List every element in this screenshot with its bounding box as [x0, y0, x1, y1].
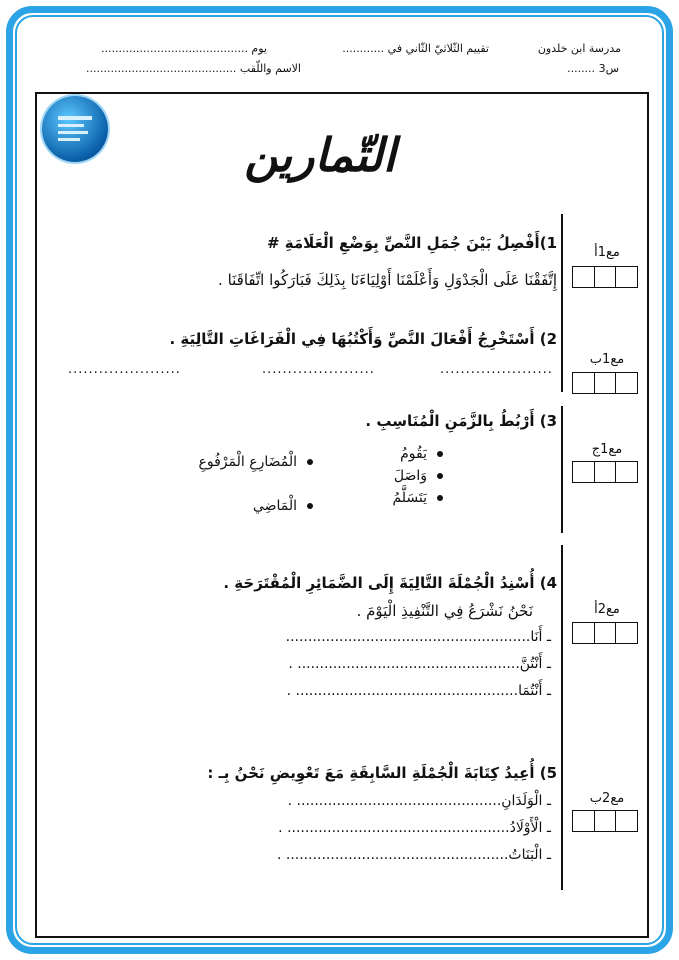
- bullet-icon: [437, 495, 443, 501]
- q2-blank-2[interactable]: ......................: [262, 362, 375, 377]
- q5-instruction: 5) أُعِيدُ كِتَابَةَ الْجُمْلَةِ السَّابِقَةِ مَعَ تَعْوِيضِ نَحْنُ بِـ :: [207, 764, 557, 782]
- criterion-label-5: مع2ب: [589, 791, 625, 806]
- school-name: مدرسة ابن خلدون: [537, 42, 621, 55]
- q2-blank-3[interactable]: ......................: [68, 362, 181, 377]
- score-box-2[interactable]: [572, 372, 638, 394]
- q3-tense-1-text: الْمُضَارِعِ الْمَرْفُوعِ: [198, 454, 297, 470]
- q1-sentence[interactable]: إِتَّفَقْنَا عَلَى الْجَدْوَلِ وَأَعْلَمْنَا أَوْلِيَاءَنَا بِذَلِكَ فَبَارَكُوا اتِّفَاقَنَا .: [218, 271, 557, 289]
- bullet-icon: [437, 473, 443, 479]
- bullet-icon: [307, 459, 313, 465]
- criterion-label-4: مع2أ: [594, 602, 620, 617]
- criteria-divider-1: [561, 214, 563, 392]
- criterion-label-2: مع1ب: [589, 352, 625, 367]
- school-logo: [42, 96, 108, 162]
- score-box-3[interactable]: [572, 461, 638, 483]
- criteria-divider-2: [561, 406, 563, 533]
- q3-verb-2-text: وَاصَلَ: [393, 468, 427, 484]
- q5-item-2[interactable]: ـ الْأَوْلَادُ.................................................. .: [278, 820, 551, 836]
- q4-sentence: نَحْنُ نَشْرَعُ فِي التَّنْفِيذِ الْيَوْمَ .: [356, 602, 533, 620]
- book-icon: [56, 112, 94, 146]
- criterion-label-3: مع1ج: [591, 442, 623, 457]
- q3-tense-2[interactable]: [253, 498, 313, 514]
- q5-item-3[interactable]: ـ الْبَنَاتُ.................................................. .: [276, 847, 551, 863]
- q4-instruction: 4) أُسْنِدُ الْجُمْلَةَ التَّالِيَةَ إِلَى الضَّمَائِرِ الْمُقْتَرَحَةِ .: [223, 574, 557, 592]
- q2-blank-1[interactable]: ......................: [440, 362, 553, 377]
- day-field: يوم ..........................................: [101, 42, 267, 55]
- q3-verb-2[interactable]: [394, 468, 443, 484]
- q3-verb-3[interactable]: [392, 490, 443, 506]
- q3-verb-1[interactable]: [400, 446, 443, 462]
- exercise-box: [35, 92, 649, 938]
- bullet-icon: [307, 503, 313, 509]
- q2-instruction: 2) أَسْتَخْرِجُ أَفْعَالَ النَّصِّ وَأَكْتُبُهَا فِي الْفَرَاغَاتِ التَّالِيَةِ .: [169, 330, 557, 348]
- score-box-1[interactable]: [572, 266, 638, 288]
- q1-instruction: 1)أَفْصِلُ بَيْنَ جُمَلِ النَّصِّ بِوَضْعِ الْعَلَامَةِ #: [267, 234, 557, 252]
- class-level: س3 ........: [567, 62, 619, 75]
- q4-item-3[interactable]: ـ أَنْتُمَا.................................................. .: [286, 683, 551, 699]
- q3-verb-1-text: يَقُومُ: [400, 446, 427, 462]
- criterion-label-1: مع1أ: [594, 245, 620, 260]
- bullet-icon: [437, 451, 443, 457]
- q4-item-2[interactable]: ـ أَنْتُنَّ.................................................. .: [288, 656, 551, 672]
- name-field: الاسم واللّقب ...........................................: [86, 62, 301, 75]
- q4-item-1[interactable]: ـ أَنَا.......................................................: [285, 629, 551, 645]
- q3-tense-2-text: الْمَاضِي: [252, 498, 297, 514]
- q5-item-1[interactable]: ـ الْوَلَدَانِ.............................................. .: [287, 793, 551, 809]
- q3-instruction: 3) أَرْبُطُ بِالزَّمَنِ الْمُنَاسِبِ .: [365, 412, 557, 430]
- q3-verb-3-text: يَتَسَلَّمُ: [392, 490, 427, 506]
- score-box-5[interactable]: [572, 810, 638, 832]
- q3-tense-1[interactable]: [199, 454, 313, 470]
- criteria-divider-3: [561, 545, 563, 890]
- page-title: التّمارين: [244, 128, 396, 182]
- assessment-title: تقييم الثّلاثيّ الثّاني في ............: [342, 42, 489, 55]
- score-box-4[interactable]: [572, 622, 638, 644]
